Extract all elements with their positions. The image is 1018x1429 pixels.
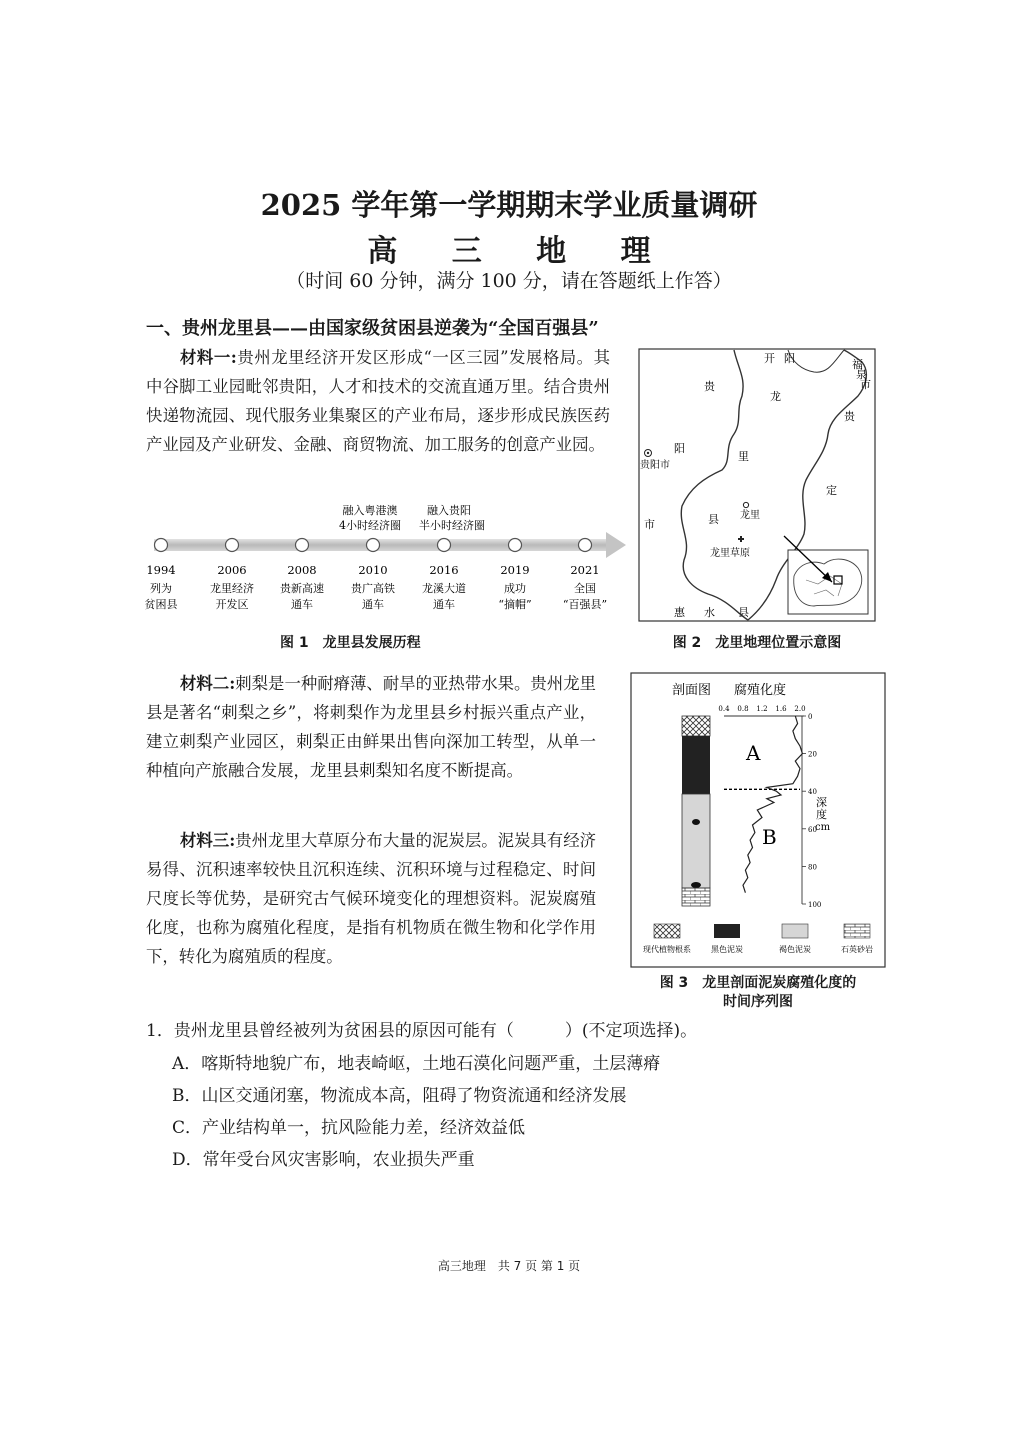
y-tick-label: 20: [808, 750, 817, 759]
y-tick-label: 0: [808, 713, 813, 721]
label-shi2: 市: [644, 518, 655, 531]
question-1-option-d: D．常年受台风灾害影响，农业损失严重: [172, 1150, 475, 1170]
profile-nodule-2: [691, 882, 701, 888]
profile-col-title: 剖面图: [672, 683, 712, 698]
inset-map: [788, 550, 868, 614]
x-tick-label: 0.4: [718, 705, 730, 713]
top-label-2b: 半小时经济圈: [419, 519, 485, 532]
x-tick-label: 1.2: [756, 705, 768, 713]
profile-nodule-1: [692, 819, 700, 825]
material-1: [146, 343, 610, 459]
figure-3-caption-2: 时间序列图: [723, 994, 793, 1010]
label-hui: 惠: [674, 606, 685, 619]
timeline-l2: 通车: [433, 598, 455, 611]
label-yang: 阳: [784, 352, 795, 365]
question-1-option-a: A．喀斯特地貌广布，地表崎岖，土地石漠化问题严重，土层薄瘠: [172, 1054, 661, 1074]
layer-sandstone: [682, 888, 710, 906]
timeline-l2: 开发区: [215, 598, 249, 611]
legend-swatch-roots: [654, 924, 680, 938]
timeline-l2: “百强县”: [562, 598, 608, 611]
legend-black: 黑色泥炭: [711, 945, 743, 954]
figure-1-caption: 图 1 龙里县发展历程: [280, 635, 421, 651]
timeline-node: [155, 539, 168, 552]
section-heading: 一、贵州龙里县——由国家级贫困县逆袭为“全国百强县”: [146, 318, 599, 339]
material-1-text: 贵州龙里经济开发区形成“一区三园”发展格局。其中谷脚工业园毗邻贵阳，人才和技术的交流直通万里。结合贵州快递物流园、现代服务业集聚区的产业布局，逐步形成民族医药产业园及产业研发、金融、商贸物流、加工服务的创意产业园。: [146, 348, 610, 454]
timeline-l1: 贵广高铁: [351, 582, 395, 595]
label-longli: 龙里: [740, 510, 760, 521]
y-label-1: 深: [816, 796, 827, 809]
material-3-text: 贵州龙里大草原分布大量的泥炭层。泥炭具有经济易得、沉积速率较快且沉积连续、沉积环境与过程稳定、时间尺度长等优势，是研究古气候环境变化的理想资料。泥炭腐殖化度，也称为腐殖化程度，是指有机物质在微生物和化学作用下，转化为腐殖质的程度。: [146, 831, 596, 966]
layer-brown-peat: [682, 794, 710, 888]
page-footer: 高三地理 共 7 页 第 1 页: [437, 1259, 581, 1273]
legend-sand: 石英砂岩: [841, 945, 873, 954]
y-label-3: cm: [815, 822, 831, 833]
x-tick-label: 2.0: [794, 705, 806, 713]
label-quan: 泉: [856, 368, 867, 381]
y-tick-label: 60: [808, 825, 817, 834]
zone-b-label: B: [762, 825, 777, 849]
figure-3-profile: [630, 672, 886, 968]
question-1-option-c: C．产业结构单一，抗风险能力差，经济效益低: [172, 1118, 526, 1138]
timeline-l2: 通车: [362, 598, 384, 611]
timeline-year: 2010: [358, 563, 388, 577]
timeline-year: 2016: [429, 563, 459, 577]
timeline-arrow: [606, 532, 626, 558]
label-kai: 开: [764, 352, 775, 365]
guiyang-city-dot: [647, 452, 649, 454]
y-tick-label: 80: [808, 863, 817, 872]
zone-a-label: A: [746, 741, 761, 765]
figure-3-caption-1: 图 3 龙里剖面泥炭腐殖化度的: [659, 975, 857, 991]
question-1-stem: 1．贵州龙里县曾经被列为贫困县的原因可能有（ ）(不定项选择)。: [146, 1021, 698, 1041]
material-2-text: 刺梨是一种耐瘠薄、耐旱的亚热带水果。贵州龙里县是著名“刺梨之乡”，将刺梨作为龙里县乡村振兴重点产业，建立刺梨产业园区，刺梨正由鲜果出售向深加工转型，从单一种植向产旅融合发展，龙里县刺梨知名度不断提高。: [146, 674, 596, 780]
figure-2-caption: 图 2 龙里地理位置示意图: [672, 635, 842, 651]
label-li: 里: [738, 450, 749, 463]
label-gui2: 贵: [844, 410, 855, 423]
timeline-l1: 全国: [574, 582, 596, 595]
label-gui1: 贵: [704, 380, 715, 393]
timeline-l1: 贵新高速: [280, 582, 324, 595]
legend-swatch-black: [714, 924, 740, 938]
label-yang2: 阳: [674, 442, 685, 455]
label-grassland: 龙里草原: [710, 548, 750, 559]
label-shi1: 市: [860, 378, 871, 391]
subject-title: 高 三 地 理: [367, 234, 673, 269]
label-xian2: 县: [738, 606, 749, 619]
timeline-node: [367, 539, 380, 552]
legend-brown: 褐色泥炭: [779, 945, 811, 954]
material-2: [146, 669, 596, 785]
question-1-option-b: B．山区交通闭塞，物流成本高，阻碍了物资流通和经济发展: [172, 1086, 627, 1106]
timeline-l1: 龙溪大道: [422, 582, 466, 595]
timeline-year: 2008: [287, 563, 317, 577]
layer-black-peat: [682, 736, 710, 794]
exam-title: 2025 学年第一学期期末学业质量调研: [260, 188, 758, 222]
material-1-label: 材料一:: [180, 348, 237, 367]
material-3: [146, 826, 596, 971]
timeline-year: 1994: [146, 563, 176, 577]
legend-roots: 现代植物根系: [643, 945, 691, 954]
label-xian: 县: [708, 513, 719, 526]
timeline-l2: 贫困县: [144, 598, 178, 611]
y-tick-label: 40: [808, 788, 817, 797]
material-3-label: 材料三:: [180, 831, 236, 850]
timeline-node: [226, 539, 239, 552]
timeline-year: 2006: [217, 563, 247, 577]
timeline-year: 2019: [500, 563, 530, 577]
timeline-year: 2021: [570, 563, 600, 577]
timeline-l2: “摘帽”: [498, 598, 532, 611]
legend-swatch-sand: [844, 924, 870, 938]
timeline-node: [438, 539, 451, 552]
timeline-node: [579, 539, 592, 552]
layer-roots: [682, 716, 710, 736]
plot-title: 腐殖化度: [734, 683, 787, 698]
y-tick-label: 100: [808, 901, 822, 909]
label-long: 龙: [770, 390, 781, 403]
x-tick-label: 1.6: [775, 705, 787, 713]
timeline-l2: 通车: [291, 598, 313, 611]
timeline-node: [509, 539, 522, 552]
top-label-1b: 4小时经济圈: [339, 519, 401, 532]
top-label-2a: 融入贵阳: [427, 504, 471, 517]
label-ding: 定: [826, 484, 837, 497]
x-tick-label: 0.8: [737, 705, 749, 713]
timeline-l1: 龙里经济: [210, 582, 254, 595]
exam-instructions: （时间 60 分钟，满分 100 分，请在答题纸上作答）: [286, 270, 732, 292]
timeline-l1: 成功: [504, 582, 526, 595]
top-label-1a: 融入粤港澳: [342, 504, 398, 517]
material-2-label: 材料二:: [180, 674, 236, 693]
label-shui: 水: [704, 606, 715, 619]
figure-1-timeline: [140, 500, 630, 625]
figure-2-map: [638, 348, 876, 622]
y-label-2: 度: [816, 808, 827, 821]
timeline-l1: 列为: [150, 582, 172, 595]
timeline-node: [296, 539, 309, 552]
label-guiyang-city: 贵阳市: [640, 460, 670, 471]
legend-swatch-brown: [782, 924, 808, 938]
label-fu: 福: [852, 358, 863, 371]
